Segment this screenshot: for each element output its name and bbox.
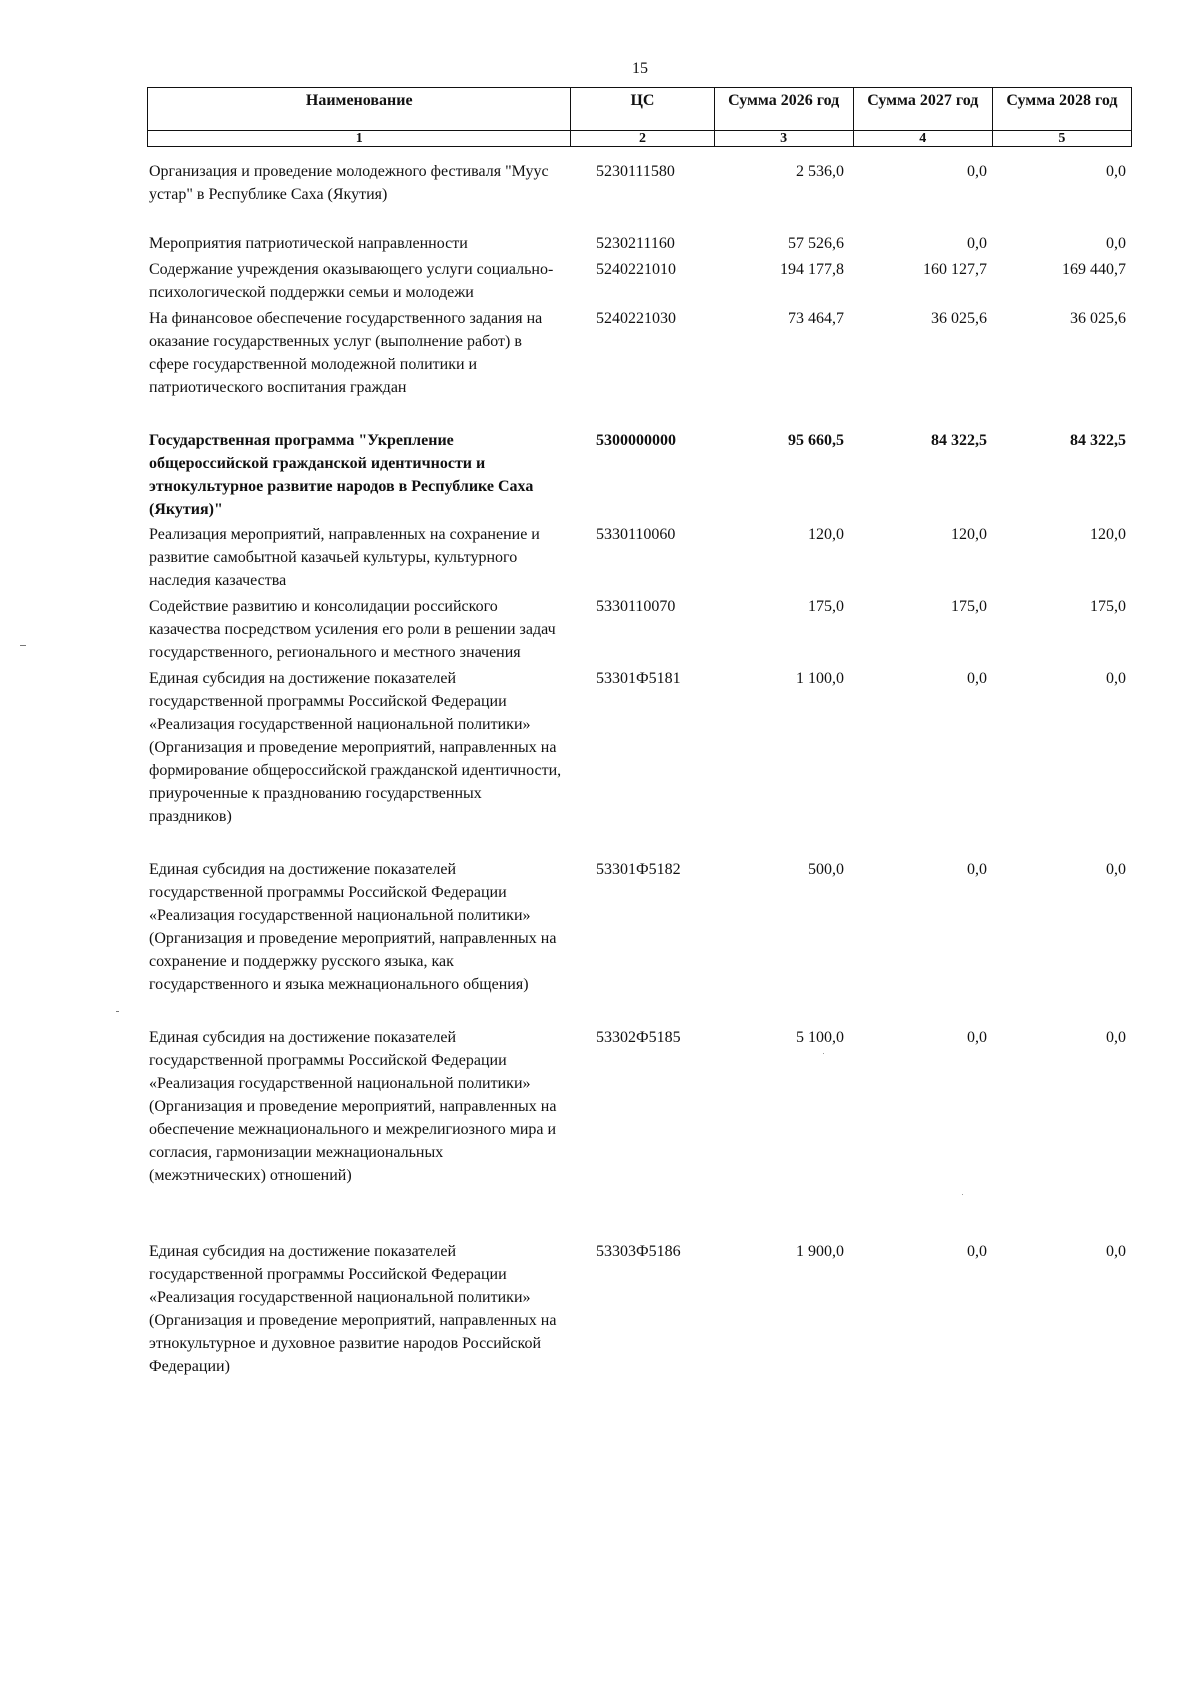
row-sum-2028: 0,0 (1106, 235, 1126, 252)
scan-mark (20, 645, 26, 646)
row-sum-2026: 120,0 (808, 526, 844, 543)
row-cs: 5240221010 (596, 261, 676, 278)
row-sum-2027: 0,0 (967, 1243, 987, 1260)
row-sum-2028: 0,0 (1106, 861, 1126, 878)
row-name: Единая субсидия на достижение показателей государственной программы Российской Федерации «Реализация государственной национальной политики» (Организация и проведение мероприятий, направленных на сохранение и поддержку русского языка, как государственного и языка межнационального общения) (149, 861, 557, 993)
row-cs: 53301Ф5182 (596, 861, 681, 878)
header-cs: ЦС (571, 88, 714, 131)
header-name: Наименование (148, 88, 571, 131)
row-sum-2027: 36 025,6 (931, 310, 987, 327)
table-row (147, 595, 1132, 664)
row-sum-2026: 175,0 (808, 598, 844, 615)
table-row (147, 258, 1132, 304)
row-name: Содержание учреждения оказывающего услуги социально-психологической поддержки семьи и молодежи (149, 261, 554, 301)
row-sum-2026: 1 900,0 (796, 1243, 844, 1260)
table-row (147, 858, 1132, 996)
row-sum-2026: 1 100,0 (796, 670, 844, 687)
row-name: Организация и проведение молодежного фестиваля "Муус устар" в Республике Саха (Якутия) (149, 163, 549, 203)
row-sum-2027: 160 127,7 (923, 261, 987, 278)
page-number: 15 (632, 60, 648, 77)
row-name: На финансовое обеспечение государственного задания на оказание государственных услуг (выполнение работ) в сфере государственной молодежной политики и патриотического воспитания граждан (149, 310, 543, 396)
header-sum-2026: Сумма 2026 год (714, 88, 853, 131)
row-sum-2026: 5 100,0 (796, 1029, 844, 1046)
row-sum-2028: 0,0 (1106, 163, 1126, 180)
row-name: Единая субсидия на достижение показателей государственной программы Российской Федерации «Реализация государственной национальной политики» (Организация и проведение мероприятий, направленных на формирование общероссийской гражданской идентичности, приуроченные к празднованию государственных праздников) (149, 670, 562, 825)
row-cs: 5330110070 (596, 598, 676, 615)
column-number: 5 (992, 131, 1131, 147)
scan-mark (116, 1011, 119, 1012)
row-cs: 5330110060 (596, 526, 676, 543)
row-sum-2026: 500,0 (808, 861, 844, 878)
table-row (147, 667, 1132, 828)
row-sum-2028: 36 025,6 (1070, 310, 1126, 327)
row-sum-2028: 0,0 (1106, 670, 1126, 687)
row-sum-2027: 0,0 (967, 235, 987, 252)
table-header (147, 87, 1132, 147)
column-number: 3 (714, 131, 853, 147)
table-row (147, 307, 1132, 399)
row-sum-2028: 0,0 (1106, 1243, 1126, 1260)
column-number: 4 (853, 131, 992, 147)
table-row (147, 1026, 1132, 1187)
table-row-program (147, 429, 1132, 521)
row-sum-2027: 0,0 (967, 1029, 987, 1046)
row-cs: 53302Ф5185 (596, 1029, 681, 1046)
row-sum-2026: 194 177,8 (780, 261, 844, 278)
row-sum-2028: 175,0 (1090, 598, 1126, 615)
row-name: Мероприятия патриотической направленности (149, 235, 468, 252)
row-sum-2027: 0,0 (967, 163, 987, 180)
row-sum-2027: 84 322,5 (931, 432, 987, 449)
table-row (147, 523, 1132, 592)
row-cs: 5240221030 (596, 310, 676, 327)
scan-dot (962, 1194, 963, 1195)
row-sum-2027: 120,0 (951, 526, 987, 543)
row-sum-2028: 169 440,7 (1062, 261, 1126, 278)
row-sum-2026: 57 526,6 (788, 235, 844, 252)
row-sum-2026: 2 536,0 (796, 163, 844, 180)
row-sum-2028: 0,0 (1106, 1029, 1126, 1046)
row-sum-2028: 120,0 (1090, 526, 1126, 543)
row-sum-2027: 0,0 (967, 861, 987, 878)
column-number: 1 (148, 131, 571, 147)
header-sum-2027: Сумма 2027 год (853, 88, 992, 131)
row-sum-2026: 95 660,5 (788, 432, 844, 449)
row-cs: 5230111580 (596, 163, 675, 180)
row-cs: 5300000000 (596, 432, 676, 449)
row-sum-2027: 175,0 (951, 598, 987, 615)
row-name: Государственная программа "Укрепление общероссийской гражданской идентичности и этнокультурное развитие народов в Республике Саха (Якутия)" (149, 432, 534, 518)
row-sum-2028: 84 322,5 (1070, 432, 1126, 449)
table-row (147, 1240, 1132, 1378)
header-sum-2028: Сумма 2028 год (992, 88, 1131, 131)
scan-dot (823, 1053, 824, 1054)
table-body (147, 160, 1132, 1378)
row-name: Содействие развитию и консолидации российского казачества посредством усиления его роли в решении задач государственного, регионального и местного значения (149, 598, 556, 661)
column-number: 2 (571, 131, 714, 147)
row-name: Единая субсидия на достижение показателей государственной программы Российской Федерации «Реализация государственной национальной политики» (Организация и проведение мероприятий, направленных на обеспечение межнационального и межрелигиозного мира и согласия, гармонизации межнациональных (межэтнических) отношений) (149, 1029, 557, 1184)
row-sum-2027: 0,0 (967, 670, 987, 687)
table-row (147, 232, 1132, 255)
row-name: Реализация мероприятий, направленных на сохранение и развитие самобытной казачьей культуры, культурного наследия казачества (149, 526, 540, 589)
row-cs: 53303Ф5186 (596, 1243, 681, 1260)
row-sum-2026: 73 464,7 (788, 310, 844, 327)
row-name: Единая субсидия на достижение показателей государственной программы Российской Федерации «Реализация государственной национальной политики» (Организация и проведение мероприятий, направленных на этнокультурное и духовное развитие народов Российской Федерации) (149, 1243, 557, 1375)
row-cs: 5230211160 (596, 235, 675, 252)
table-row (147, 160, 1132, 206)
row-cs: 53301Ф5181 (596, 670, 681, 687)
